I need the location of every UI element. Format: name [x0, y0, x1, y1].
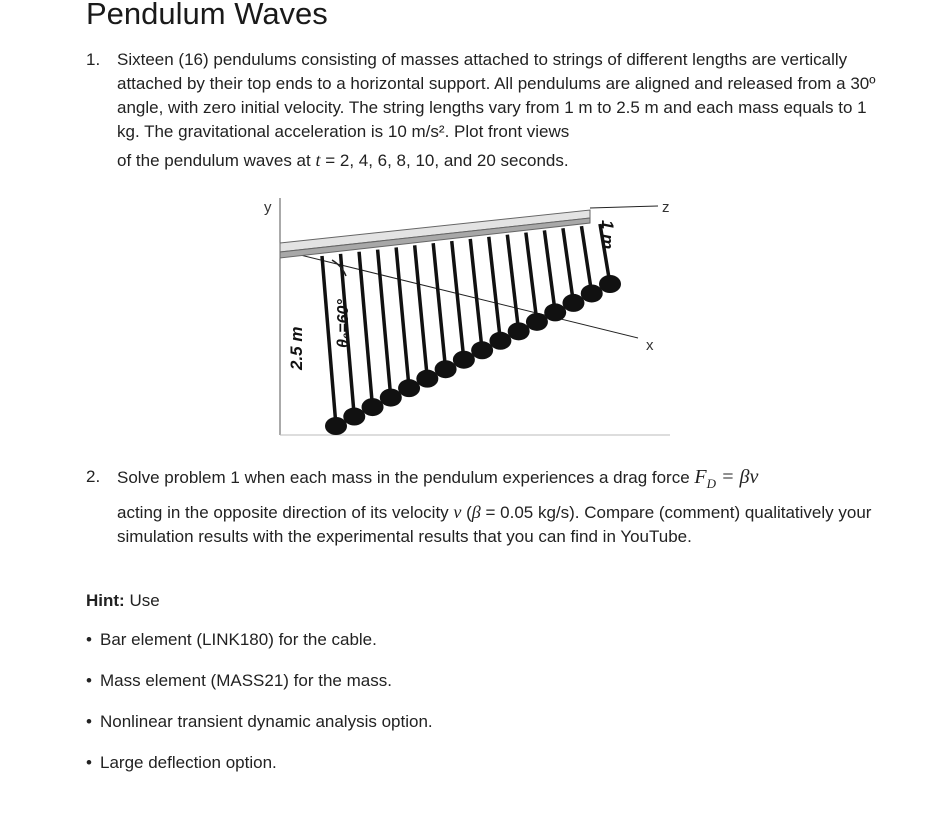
bullet-text: Large deflection option.	[100, 753, 277, 772]
problem-2-body	[117, 465, 876, 549]
long-length-label: 2.5 m	[287, 326, 306, 370]
list-item	[86, 629, 433, 670]
pendulum-mass	[599, 275, 621, 293]
pendulum-mass	[380, 389, 402, 407]
pendulum-string	[581, 226, 591, 293]
problem-2-number: 2.	[86, 467, 101, 486]
pendulum-string	[378, 250, 391, 398]
problem-2-text-c: (	[461, 503, 472, 522]
pendulum-mass	[343, 408, 365, 426]
pendulum-string	[359, 252, 372, 407]
pendulum-mass	[325, 417, 347, 435]
pendulum-string	[433, 243, 445, 369]
pendulum-mass	[526, 313, 548, 331]
time-variable: t	[315, 150, 321, 170]
bullet-icon: •	[86, 753, 92, 772]
problem-2-rest	[117, 500, 876, 549]
pendulum-string	[544, 230, 555, 312]
bullet-text: Nonlinear transient dynamic analysis option.	[100, 712, 433, 731]
bullet-text: Bar element (LINK180) for the cable.	[100, 630, 377, 649]
drag-formula: $F_D = \beta v$	[694, 466, 759, 491]
problem-1-text-c: = 2, 4, 6, 8, 10, and 20 seconds.	[320, 151, 569, 170]
problem-1	[86, 48, 876, 173]
pendulum-string	[563, 228, 574, 303]
pendulum-mass	[544, 303, 566, 321]
problem-1-number: 1.	[86, 50, 101, 69]
pendulum-mass	[581, 284, 603, 302]
axis-y-label: y	[264, 199, 272, 216]
pendulum-figure	[250, 190, 680, 445]
problem-2-text-d: = 0.05 kg/s). Compare (comment) qualitatively your simulation results with the experimental results that you can find in YouTube.	[117, 503, 872, 546]
problem-1-body	[117, 48, 876, 173]
axis-z-label: z	[662, 199, 670, 216]
problem-2-text-a: Solve problem 1 when each mass in the pendulum experiences a drag force	[117, 468, 695, 487]
problem-1-line-last	[117, 148, 876, 173]
problem-2-text-b: acting in the opposite direction of its velocity	[117, 503, 454, 522]
hint-bullet-list	[86, 629, 433, 793]
bullet-icon: •	[86, 630, 92, 649]
angle-label: θ₀=60°	[335, 299, 352, 348]
pendulum-mass	[508, 322, 530, 340]
pendulum-string	[452, 241, 464, 360]
pendulum-mass	[435, 360, 457, 378]
pendulum-string	[526, 233, 537, 322]
bullet-text: Mass element (MASS21) for the mass.	[100, 671, 392, 690]
axis-x-label: x	[646, 337, 654, 354]
pendulum-group	[322, 224, 621, 435]
problem-1-text-a: Sixteen (16) pendulums consisting of masses attached to strings of different lengths are vertically attached by their top ends to a horizontal support. All pendulums are aligned and released from a 30º angle, with zero initial velocity. The string lengths vary from 1 m to 2.5 m and each mass equals to 1 kg. The gravitational acceleration is 10 m/s². Plot front views	[117, 50, 876, 141]
hint-text: Use	[124, 591, 160, 610]
pendulum-mass	[471, 341, 493, 359]
bullet-icon: •	[86, 671, 92, 690]
velocity-variable: v	[453, 502, 462, 522]
hint-label: Hint:	[86, 591, 125, 610]
pendulum-string	[489, 237, 501, 341]
pendulum-mass	[562, 294, 584, 312]
pendulum-string	[470, 239, 482, 350]
pendulum-mass	[362, 398, 384, 416]
list-item	[86, 752, 433, 793]
z-axis-line	[590, 206, 658, 208]
bullet-icon: •	[86, 712, 92, 731]
beta-variable: β	[471, 502, 481, 522]
pendulum-string	[415, 245, 428, 378]
pendulum-string	[396, 247, 409, 388]
short-length-label: 1 m	[598, 220, 617, 250]
problem-2	[86, 465, 876, 549]
list-item	[86, 670, 433, 711]
page-title: Pendulum Waves	[86, 0, 328, 31]
pendulum-string	[322, 256, 336, 426]
pendulum-mass	[489, 332, 511, 350]
pendulum-mass	[398, 379, 420, 397]
problem-1-text-b: of the pendulum waves at	[117, 151, 316, 170]
list-item	[86, 711, 433, 752]
pendulum-mass	[416, 370, 438, 388]
hint-line	[86, 590, 160, 612]
pendulum-mass	[453, 351, 475, 369]
pendulum-string	[507, 235, 518, 332]
